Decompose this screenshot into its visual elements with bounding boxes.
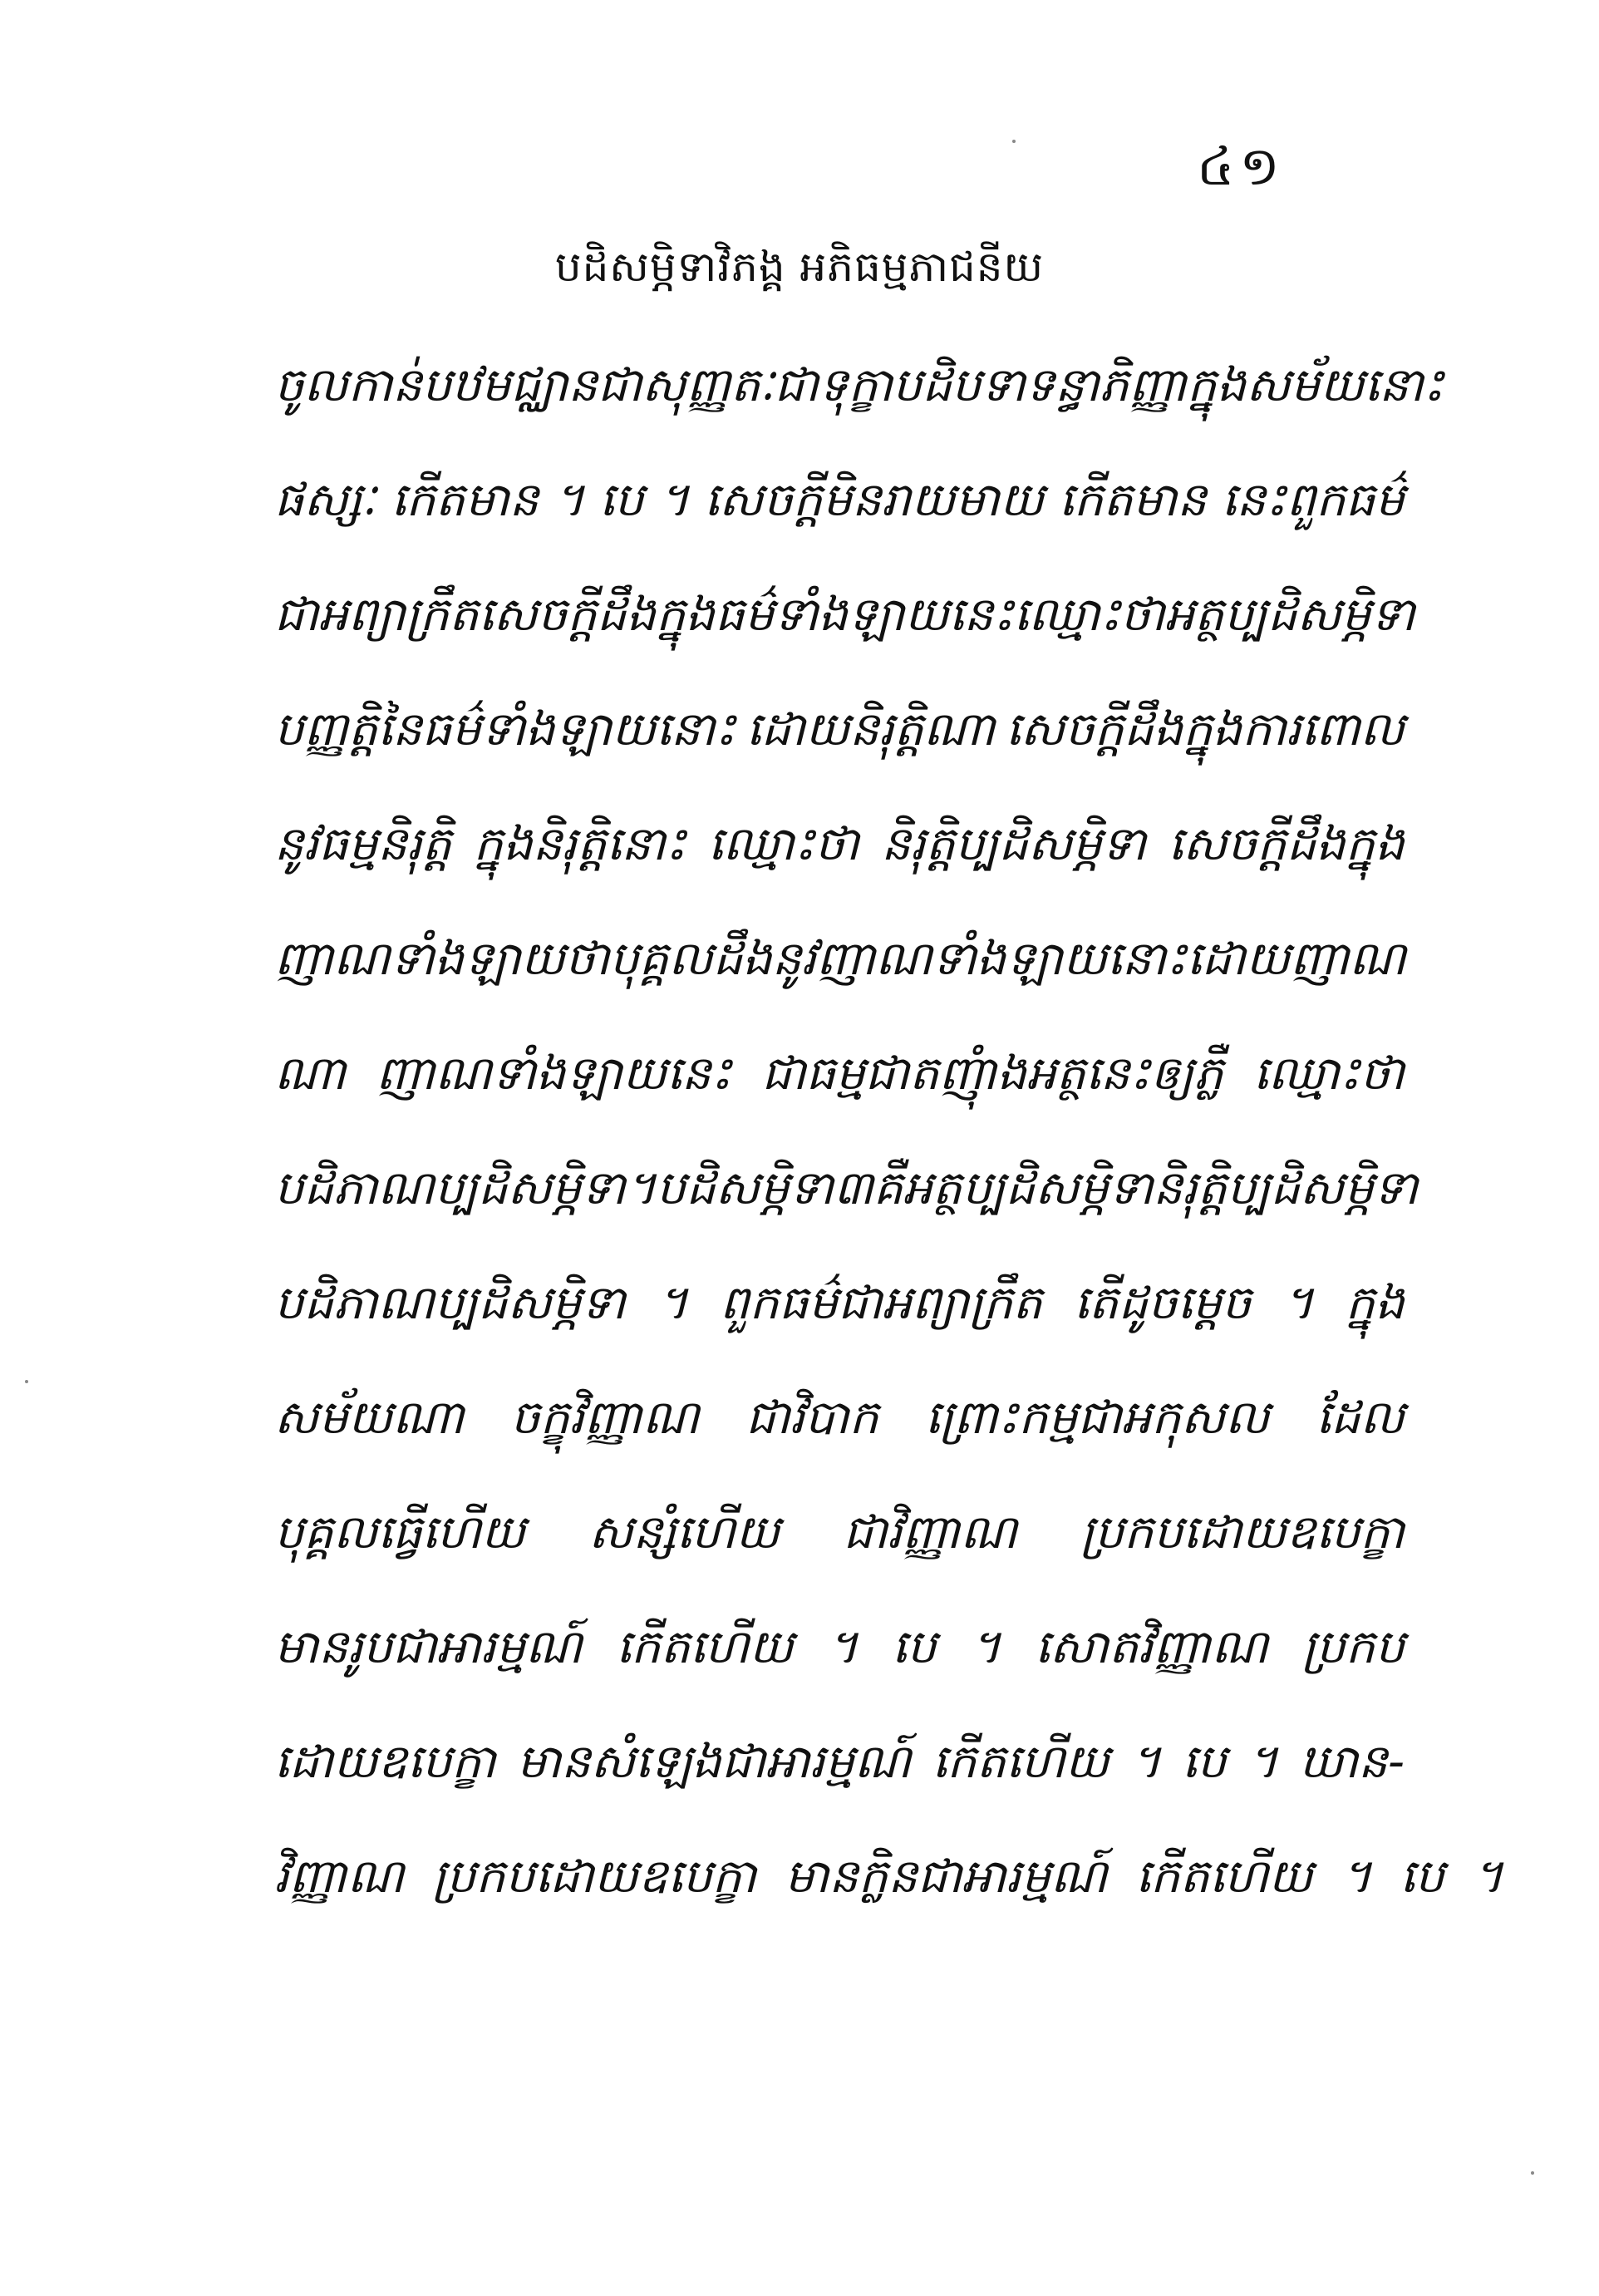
body-text <box>274 333 1503 1939</box>
word: នូវធម្មនិរុត្តិ <box>274 817 452 871</box>
word: បដិសម្ភិទា៣គឺ <box>656 1161 903 1215</box>
word: ។ <box>1282 1276 1314 1330</box>
word: ។ <box>1472 1850 1503 1904</box>
word: វិញ្ញាណ <box>274 1850 405 1904</box>
word: ។ <box>1130 1735 1162 1789</box>
word: ។ <box>554 473 585 527</box>
word: ដោយឧបេក្ខា <box>274 1735 496 1789</box>
word: ក្នុងនិរុត្តិនោះ <box>473 817 686 871</box>
word: ចូលកាន់បឋមជ្ឈាន <box>274 358 598 412</box>
word: ជាធម្មជាតញុំាងអត្ថនេះឲ្យភ្លឺ <box>761 1047 1223 1101</box>
word: សេចក្តីដឹងក្នុងធម៌ទាំងឡាយនេះ <box>478 588 1014 642</box>
word: បញ្ញត្តិនៃធម៌ទាំងឡាយនោះ <box>274 702 736 756</box>
word: ឈ្មោះថា <box>1253 1047 1405 1101</box>
text-line <box>274 1365 1405 1480</box>
word: បេ <box>1182 1735 1227 1789</box>
word: ដោយនិរុត្តិណា <box>745 702 996 756</box>
text-line <box>274 791 1405 906</box>
word: ពួកធម៌ជាអព្យាក្រឹត <box>720 1276 1043 1330</box>
word: កើតមាន <box>391 473 539 527</box>
text-line <box>274 1250 1405 1365</box>
word: កើតហើយ <box>616 1620 794 1674</box>
word: កើតហើយ <box>932 1735 1109 1789</box>
word: បេ <box>892 1620 937 1674</box>
text-line <box>274 1480 1405 1594</box>
word: ឃាន- <box>1299 1735 1405 1789</box>
word: ឈ្មោះថា <box>707 817 859 871</box>
word: ។ <box>1247 1735 1278 1789</box>
word: ផស្សៈ <box>274 473 376 527</box>
word: ជាវិញ្ញាណ <box>843 1505 1017 1559</box>
word: សេចក្តីដឹងក្នុង <box>1168 817 1405 871</box>
text-line <box>274 906 1405 1021</box>
word: កើតមាន <box>1059 473 1207 527</box>
word: អត្ថប្បដិសម្ភិទា <box>903 1161 1154 1215</box>
text-line <box>274 1136 1419 1250</box>
word: ព្រោះកម្មជាអកុសល <box>924 1391 1270 1445</box>
word: ។ <box>657 1276 688 1330</box>
word: ក្នុងសម័យនោះ <box>1187 358 1444 412</box>
word: ឈ្មោះថា <box>1013 588 1165 642</box>
word: តើដូចម្តេច <box>1074 1276 1252 1330</box>
text-line <box>274 562 1415 677</box>
text-line <box>274 1824 1503 1939</box>
word: ជាទុក្ខាបដិបទាទន្ធាភិញ្ញា <box>774 358 1188 412</box>
word: ណា <box>274 1047 347 1101</box>
word: ប្រកបដោយឧបេក្ខា <box>432 1850 757 1904</box>
word: ក្នុង <box>1345 1276 1405 1330</box>
scan-speck <box>1531 2171 1534 2175</box>
word: បុគ្គលធ្វើហើយ <box>274 1505 526 1559</box>
word: សន្សំហើយ <box>588 1505 780 1559</box>
word: ជាវិបាក <box>745 1391 879 1445</box>
word: បដិភាណប្បដិសម្ភិទា <box>274 1276 626 1330</box>
word: បដិភាណប្បដិសម្ភិទា <box>274 1161 626 1215</box>
text-line <box>274 1594 1405 1709</box>
word: ញាណទាំងឡាយនេះ <box>376 1047 732 1101</box>
page-title: បដិសម្ភិទាវិភង្គ អភិធម្មភាជនីយ <box>554 243 1045 291</box>
word: សេចក្តីមិនរាយមាយ <box>704 473 1045 527</box>
word: ។ <box>658 473 690 527</box>
word: និរុត្តិប្បដិសម្ភិទា <box>881 817 1147 871</box>
text-line <box>274 333 1444 447</box>
word: មានសំឡេងជាអារម្មណ៍ <box>516 1735 912 1789</box>
word: ប្រកបដោយឧបេក្ខា <box>1080 1505 1405 1559</box>
word: ដោយញាណ <box>1186 932 1406 986</box>
word: និរុត្តិប្បដិសម្ភិទា <box>1153 1161 1419 1215</box>
word: បុគ្គលដឹងនូវញាណទាំងឡាយនោះ <box>609 932 1187 986</box>
text-line <box>274 447 1405 562</box>
word: សេចក្តីដឹងក្នុងការពោល <box>1006 702 1405 756</box>
text-line <box>274 1021 1405 1136</box>
word: បេ <box>599 473 644 527</box>
word: ។ <box>827 1620 859 1674</box>
word: ជាសុញ្ញតៈ <box>598 358 775 412</box>
word: កើតហើយ <box>1135 1850 1313 1904</box>
word: ដែល <box>1316 1391 1405 1445</box>
text-line <box>274 1709 1405 1824</box>
scan-speck <box>1012 140 1016 143</box>
word: ។ <box>970 1620 1001 1674</box>
word: មានក្លិនជាអារម្មណ៍ <box>785 1850 1108 1904</box>
word: នេះពួកធម៌ <box>1221 473 1405 527</box>
page-number: ៤១ <box>1197 136 1285 198</box>
text-line <box>274 677 1405 791</box>
word: ញាណទាំងឡាយថា <box>274 932 610 986</box>
word: អត្ថប្បដិសម្ភិទា <box>1164 588 1415 642</box>
word: សម័យណា <box>274 1391 465 1445</box>
word: សោតវិញ្ញាណ <box>1035 1620 1268 1674</box>
word: ចក្ខុវិញ្ញាណ <box>510 1391 700 1445</box>
word: ។ <box>625 1161 657 1215</box>
word: មានរូបជាអារម្មណ៍ <box>274 1620 583 1674</box>
word: ជាអព្យាក្រឹត <box>274 588 479 642</box>
scan-speck <box>25 1380 28 1383</box>
word: ។ <box>1341 1850 1372 1904</box>
word: ប្រកប <box>1301 1620 1405 1674</box>
word: បេ <box>1400 1850 1444 1904</box>
